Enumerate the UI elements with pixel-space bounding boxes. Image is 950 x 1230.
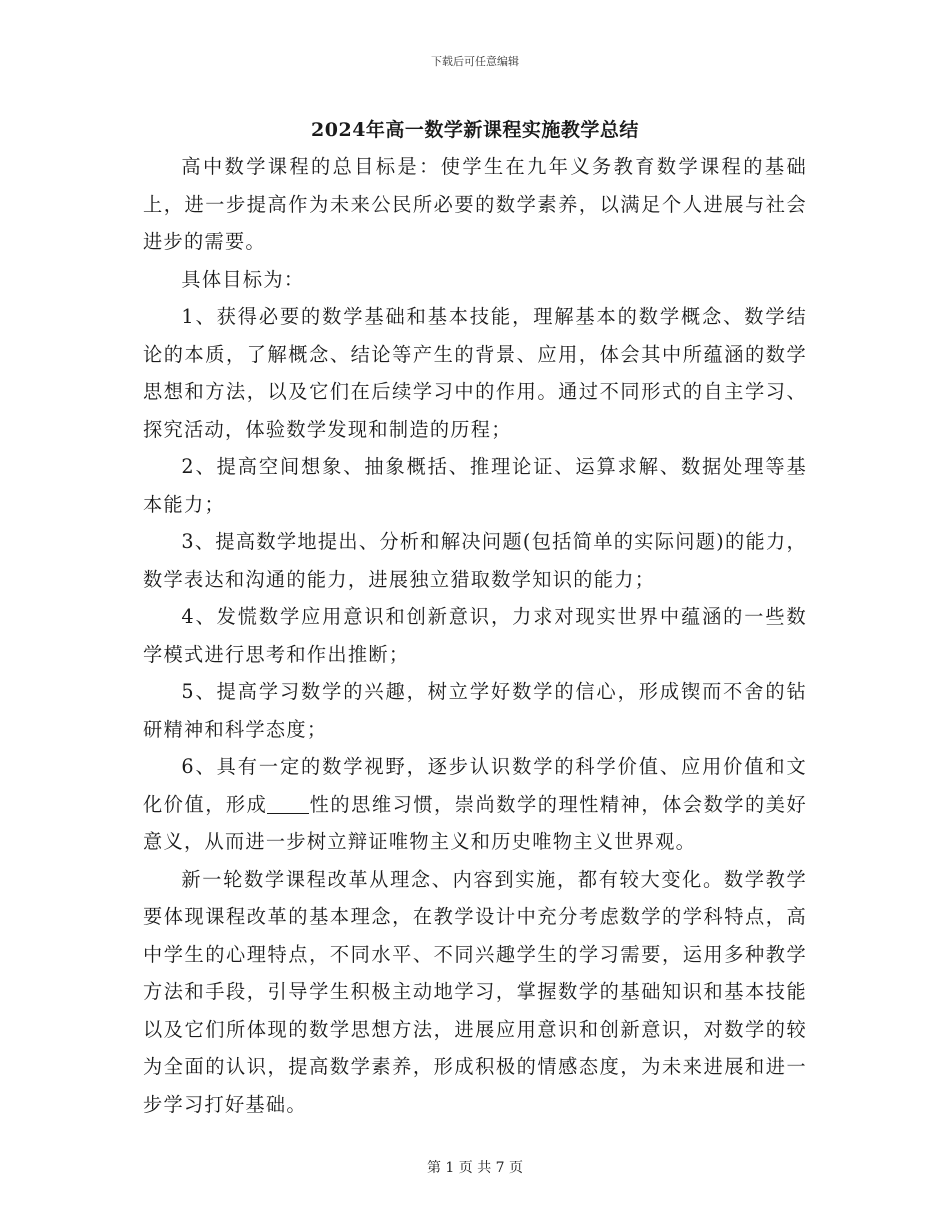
blank-underline [267,793,309,813]
goal-6-text-after: 性的思维习惯，崇尚数学的理性精神，体会数学的美好意义，从而进一步树立辩证唯物主义和历史唯物主义世界观。 [143,792,807,853]
paragraph-specific-goals-heading: 具体目标为： [181,267,305,291]
document-title: 2024年高一数学新课程实施教学总结 [311,119,639,141]
paragraph-goal-5: 5、提高学习数学的兴趣，树立学好数学的信心，形成锲而不舍的钻研精神和科学态度； [143,680,807,741]
header-note: 下载后可任意编辑 [431,55,519,68]
goal-6-text-before: 6、具有一定的数学视野，逐步认识数学的科学价值、应用价值和文化价值，形成 [143,755,807,816]
paragraph-goal-3: 3、提高数学地提出、分析和解决问题(包括简单的实际问题)的能力，数学表达和沟通的能力，进展独立猎取数学知识的能力； [143,530,807,591]
paragraph-goal: 高中数学课程的总目标是：使学生在九年义务教育数学课程的基础上，进一步提高作为未来公民所必要的数学素养，以满足个人进展与社会进步的需要。 [143,155,807,253]
document-body [143,148,807,1123]
paragraph-goal-1: 1、获得必要的数学基础和基本技能，理解基本的数学概念、数学结论的本质，了解概念、结论等产生的背景、应用，体会其中所蕴涵的数学思想和方法，以及它们在后续学习中的作用。通过不同形式的自主学习、探究活动，体验数学发现和制造的历程； [143,305,807,441]
paragraph-reform: 新一轮数学课程改革从理念、内容到实施，都有较大变化。数学教学要体现课程改革的基本理念，在教学设计中充分考虑数学的学科特点，高中学生的心理特点，不同水平、不同兴趣学生的学习需要，运用多种教学方法和手段，引导学生积极主动地学习，掌握数学的基础知识和基本技能以及它们所体现的数学思想方法，进展应用意识和创新意识，对数学的较为全面的认识，提高数学素养，形成积极的情感态度，为未来进展和进一步学习打好基础。 [143,867,807,1116]
page-number: 第 1 页 共 7 页 [426,1160,524,1176]
paragraph-goal-6 [143,748,807,861]
paragraph-goal-4: 4、发慌数学应用意识和创新意识，力求对现实世界中蕴涵的一些数学模式进行思考和作出推断； [143,605,807,666]
paragraph-goal-2: 2、提高空间想象、抽象概括、推理论证、运算求解、数据处理等基本能力； [143,455,807,516]
